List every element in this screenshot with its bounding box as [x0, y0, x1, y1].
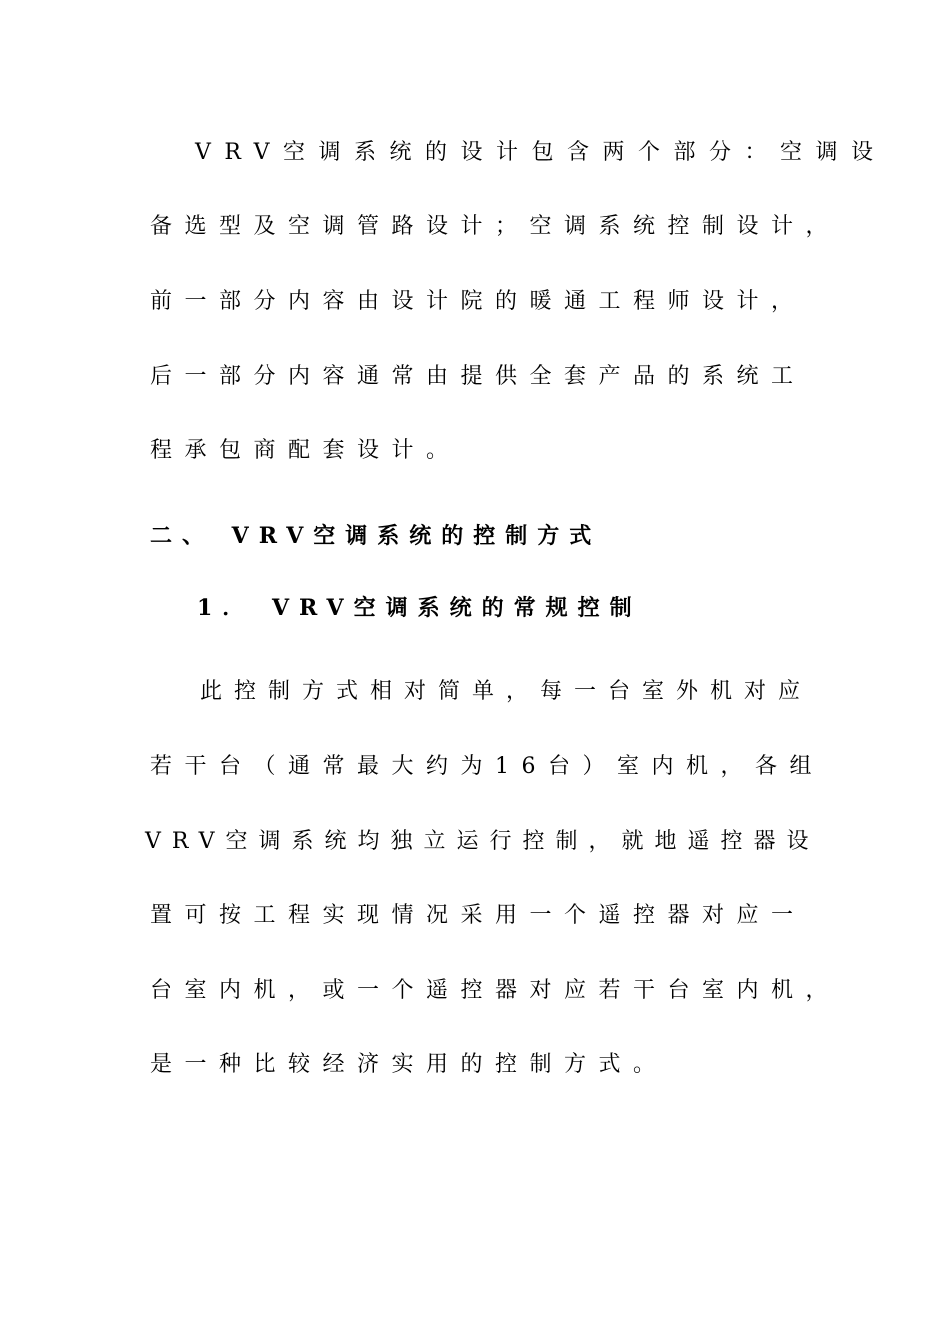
paragraph-line: 备选型及空调管路设计；空调系统控制设计， — [150, 214, 841, 239]
paragraph-line: 后一部分内容通常由提供全套产品的系统工 — [150, 364, 806, 389]
paragraph-line: 此控制方式相对简单，每一台室外机对应 — [200, 679, 813, 704]
paragraph-line: 前一部分内容由设计院的暖通工程师设计， — [150, 289, 806, 314]
section-heading: 二、 VRV空调系统的控制方式 — [150, 523, 602, 549]
paragraph-line: 是一种比较经济实用的控制方式。 — [150, 1052, 668, 1077]
paragraph-line: 若干台（通常最大约为16台）室内机，各组 — [150, 754, 824, 779]
paragraph-line: VRV空调系统均独立运行控制，就地遥控器设 — [145, 829, 820, 854]
paragraph-line: VRV空调系统的设计包含两个部分：空调设 — [195, 140, 887, 165]
paragraph-line: 程承包商配套设计。 — [150, 438, 461, 463]
subsection-heading: 1． VRV空调系统的常规控制 — [197, 595, 642, 621]
paragraph-line: 置可按工程实现情况采用一个遥控器对应一 — [150, 903, 806, 928]
paragraph-line: 台室内机，或一个遥控器对应若干台室内机， — [150, 978, 841, 1003]
